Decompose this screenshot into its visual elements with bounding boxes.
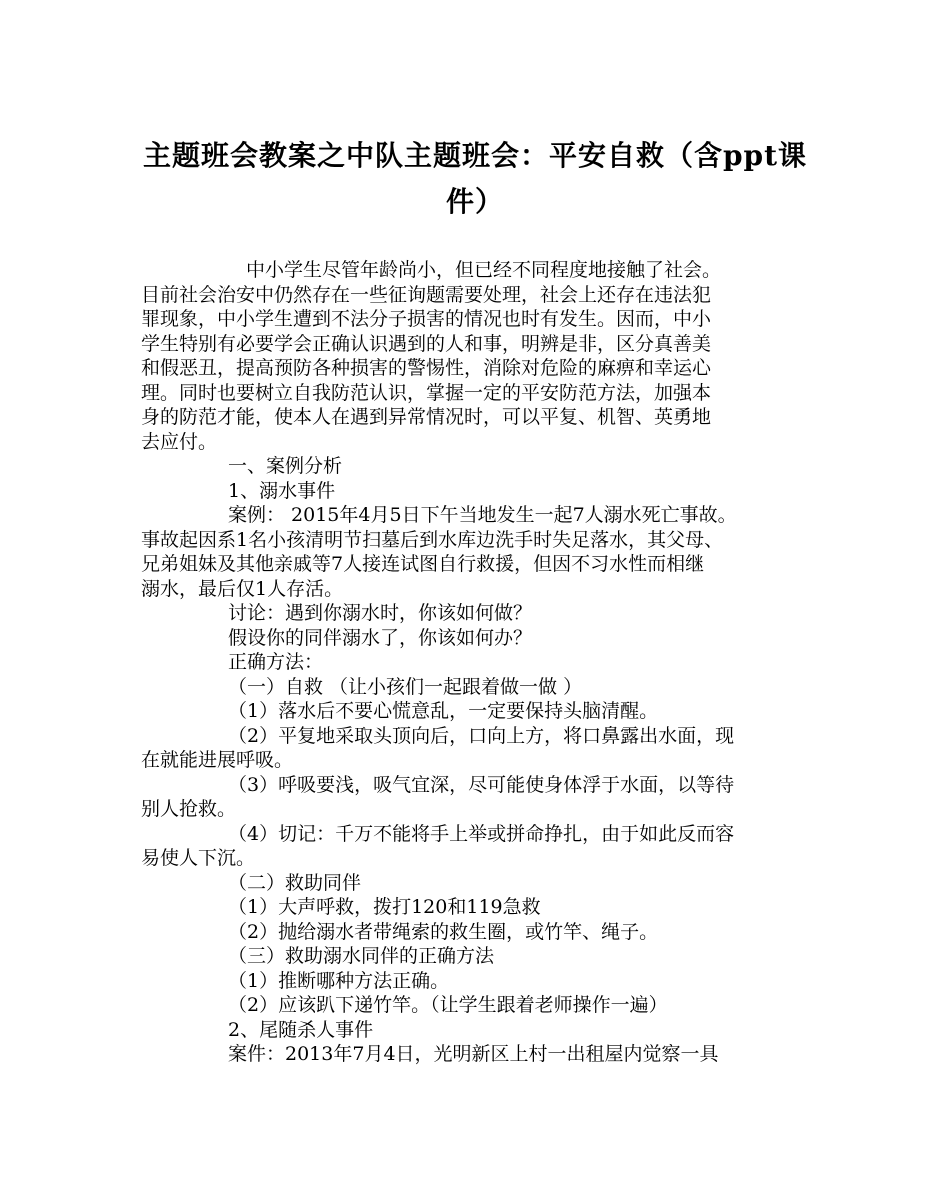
list-item: （2）平复地采取头顶向后，口向上方，将口鼻露出水面，现 — [228, 725, 735, 747]
paragraph-line: 目前社会治安中仍然存在一些征询题需要处理，社会上还存在违法犯 — [141, 284, 712, 306]
list-item: （1）大声呼救，拨打120和119急救 — [228, 896, 541, 918]
paragraph-line: 事故起因系1名小孩清明节扫墓后到水库边洗手时失足落水，其父母、 — [141, 529, 724, 551]
list-heading: （三）救助溺水同伴的正确方法 — [228, 945, 495, 967]
title-line-2: 件） — [445, 185, 504, 218]
paragraph-line: 和假恶丑，提高预防各种损害的警惕性，消除对危险的麻痹和幸运心 — [141, 357, 712, 379]
paragraph-line: 正确方法： — [228, 651, 324, 673]
subsection-heading: 2、尾随杀人事件 — [228, 1019, 374, 1041]
list-item-continuation: 别人抢救。 — [141, 798, 237, 820]
title-line-1: 主题班会教案之中队主题班会：平安自救（含ppt课 — [142, 139, 808, 172]
paragraph-line: 案件：2013年7月4日，光明新区上村一出租屋内觉察一具 — [228, 1043, 719, 1065]
paragraph-line: 罪现象，中小学生遭到不法分子损害的情况也时有发生。因而，中小 — [141, 308, 712, 330]
section-heading: 一、案例分析 — [228, 455, 343, 477]
paragraph-line: 溺水，最后仅1人存活。 — [141, 578, 344, 600]
list-item: （4）切记：千万不能将手上举或拼命挣扎，由于如此反而容 — [228, 823, 735, 845]
list-item: （2）抛给溺水者带绳索的救生圈，或竹竿、绳子。 — [228, 921, 659, 943]
list-item: （1）落水后不要心慌意乱，一定要保持头脑清醒。 — [228, 700, 659, 722]
list-heading: （一）自救 （让小孩们一起跟着做一做 ） — [228, 676, 583, 698]
paragraph-line: 假设你的同伴溺水了，你该如何办？ — [228, 627, 533, 649]
list-item-continuation: 在就能进展呼吸。 — [141, 749, 294, 771]
list-item: （2）应该趴下递竹竿。（让学生跟着老师操作一遍） — [228, 994, 668, 1016]
paragraph-line: 理。同时也要树立自我防范认识，掌握一定的平安防范方法，加强本 — [141, 382, 712, 404]
list-item: （3）呼吸要浅，吸气宜深，尽可能使身体浮于水面，以等待 — [228, 774, 735, 796]
paragraph-line: 去应付。 — [141, 431, 218, 453]
list-item: （1）推断哪种方法正确。 — [228, 970, 450, 992]
paragraph-line: 讨论：遇到你溺水时，你该如何做？ — [228, 602, 533, 624]
paragraph-line: 中小学生尽管年龄尚小，但已经不同程度地接触了社会。 — [246, 259, 722, 281]
paragraph-line: 案例： 2015年4月5日下午当地发生一起7人溺水死亡事故。 — [228, 504, 737, 526]
list-item-continuation: 易使人下沉。 — [141, 847, 256, 869]
subsection-heading: 1、溺水事件 — [228, 480, 336, 502]
list-heading: （二）救助同伴 — [228, 872, 362, 894]
paragraph-line: 兄弟姐妹及其他亲戚等7人接连试图自行救援，但因不习水性而相继 — [141, 553, 705, 575]
paragraph-line: 身的防范才能，使本人在遇到异常情况时，可以平复、机智、英勇地 — [141, 406, 712, 428]
document-title — [120, 133, 830, 225]
paragraph-line: 学生特别有必要学会正确认识遇到的人和事，明辨是非，区分真善美 — [141, 333, 712, 355]
